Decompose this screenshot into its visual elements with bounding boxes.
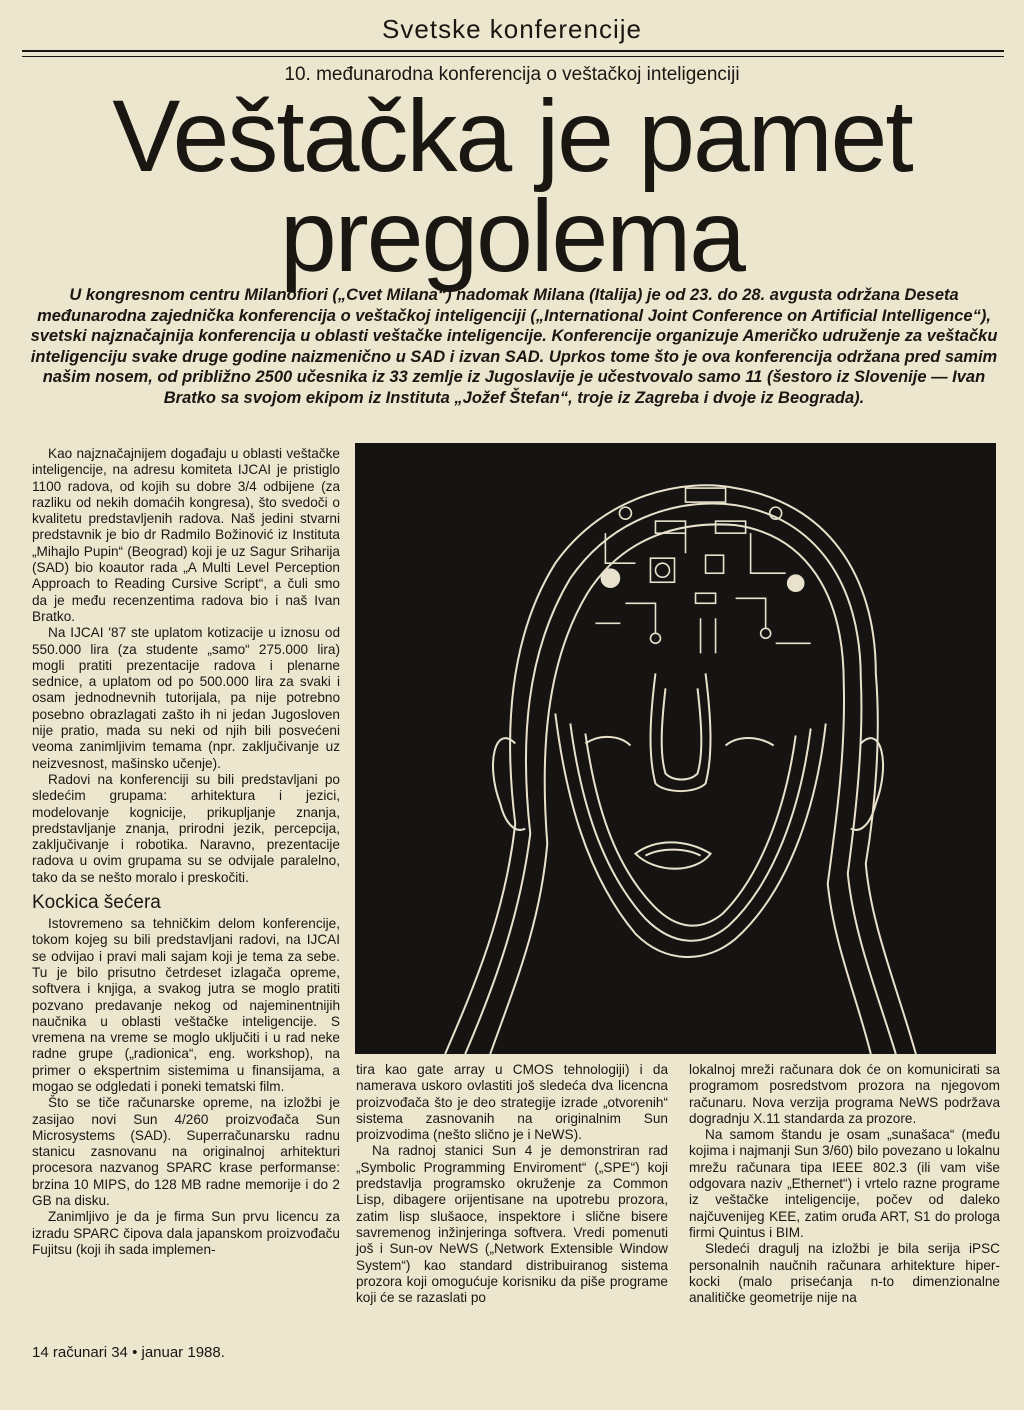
head-contours	[445, 485, 916, 1054]
headline-line-1: Veštačka je pamet	[112, 79, 912, 193]
header-rule-bottom	[22, 56, 1004, 57]
paragraph: Kao najznačajnijem događaju u oblasti veštačke inteligencije, na adresu komiteta IJCAI je pristiglo 1100 radova, od kojih su dobre 3/4 odbijene (za razliku od nekih domaćih kongresa), što svedoči o kvalitetu predstavljenih radova. Naš jedini stvarni predstavnik je bio dr Radmilo Božinović iz Instituta „Mihajlo Pupin“ (Beograd) koji je uz Sagur Sriharija (SAD) bio koautor rada „A Multi Level Perception Approach to Reading Cursive Script“, a čuli smo da je među recenzentima radova bio i naš Ivan Bratko.	[32, 446, 340, 624]
subheading: Kockica šećera	[32, 892, 161, 914]
column-3	[689, 1062, 1000, 1306]
column-1	[32, 446, 340, 1258]
paragraph: Radovi na konferenciji su bili predstavljani po sledećim grupama: arhitektura i jezici, modelovanje kognicije, prikupljanje znanja, predstavljanje znanja, prirodni jezik, percepcija, zaključivanje i robotika. Naravno, prezentacije radova u ovim grupama su se odvijale paralelno, tako da se nešto moralo i preskočiti.	[32, 771, 340, 885]
headline	[0, 79, 1024, 293]
paragraph: Na IJCAI '87 ste uplatom kotizacije u iznosu od 550.000 lira (za studente „samo“ 275.000 lira) mogli pratiti prezentacije radova i plenarne sednice, a uplatom od po 500.000 lira za svaki i osam jednodnevnih tutorijala, pa nije potrebno posebno obrazlagati zašto ih ni jedan Jugosloven nije pratio, mada su neki od njih bili posvećeni veoma zanimljivim temama (npr. zaključivanje uz neizvesnost, mašinsko učenje).	[32, 625, 340, 771]
column-2	[356, 1062, 668, 1306]
paragraph: Na radnoj stanici Sun 4 je demonstriran rad „Symbolic Programming Enviroment“ („SPE“) koji predstavlja programsko okruženje za Common Lisp, dibagere orijentisane na upotrebu prozora, zatim lisp slušaoce, inspektore i slične bisere savremenog inžinjeringa softvera. Vredi pomenuti još i Sun-ov NeWS („Network Extensible Window System“) kao standard distribuiranog sistema prozora koji omogućuje korisniku da piše programe koji će se razaslati po	[356, 1143, 668, 1306]
paragraph: Što se tiče računarske opreme, na izložbi je zasijao novi Sun 4/260 proizvođača Sun Microsystems (SAD). Superračunarsku radnu stanicu zasnovanu na originalnoj arhitekturi procesora nazvanog SPARC krase performanse: brzina 10 MIPS, do 128 MB radne memorije i do 2 GB na disku.	[32, 1095, 340, 1209]
section-title: Svetske konferencije	[382, 14, 642, 44]
paragraph: lokalnoj mreži računara dok će on komunicirati sa programom posredstvom prozora na njegovom računaru. Nova verzija programa NeWS podržava dogradnju X.11 standarda za prozore.	[689, 1062, 1000, 1126]
headline-line-2: pregolema	[280, 179, 744, 293]
paragraph: Sledeći dragulj na izložbi je bila serija iPSC personalnih naučnih računara arhitekture hiper-kocki (malo prisećanja n-to dimenzionalne analitičke geometrije nije na	[689, 1241, 1000, 1306]
paragraph: Na samom štandu je osam „sunašaca“ (među kojima i najmanji Sun 3/60) bilo povezano u lokalnu mrežu računara tipa IEEE 802.3 (ili vam više odgovara naziv „Ethernet“) i vrtelo razne programe iz veštačke inteligencije, počev od daleko najčuvenijeg KEE, zatim oruđa ART, S1 do prologa firmi Quintus i BIM.	[689, 1127, 1000, 1240]
kicker: 10. međunarodna konferencija o veštačkoj inteligenciji	[284, 64, 740, 85]
paragraph: Istovremeno sa tehničkim delom konferencije, tokom kojeg su bili predstavljani radovi, na IJCAI se odvijao i pravi mali sajam koji je tema za sebe. Tu je bilo prisutno četrdeset izlagača opreme, softvera i knjiga, a svakog jutra se moglo pratiti pozvano predavanje nekog od najeminentnijih naučnika u oblasti veštačke inteligencije. S vremena na vreme se moglo uključiti i u rad neke radne grupe („radionica“, eng. workshop), na primer o ekspertnim sistemima u finansijama, a mogao se odgledati i poneki tematski film.	[32, 916, 340, 1094]
paragraph: Zanimljivo je da je firma Sun prvu licencu za izradu SPARC čipova dala japanskom proizvođaču Fujitsu (koji ih sada implemen-	[32, 1209, 340, 1257]
paragraph: tira kao gate array u CMOS tehnologiji) i da namerava uskoro ovlastiti još sledeća dva licencna proizvođača što je deo strategije izrade „otvorenih“ sistema zasnovanih na originalnim Sun proizvodima (nešto slično je i NeWS).	[356, 1062, 668, 1143]
illustration-circuit-head	[355, 443, 996, 1054]
header-rule-top	[22, 50, 1004, 52]
lead-paragraph: U kongresnom centru Milanofiori („Cvet Milana“) nadomak Milana (Italija) je od 23. do 28. avgusta održana Deseta međunarodna zajednička konferencija o veštačkoj inteligenciji („International Joint Conference on Artificial Intelligence“), svetski najznačajnija konferencija u oblasti veštačke inteligencije. Konferencije organizuje Američko udruženje za veštačku inteligenciju svake druge godine naizmenično u SAD i izvan SAD. Uprkos tome što je ova konferencija održana pred samim našim nosem, od približno 2500 učesnika iz 33 zemlje iz Jugoslavije je učestvovalo samo 11 (šestoro iz Slovenije — Ivan Bratko sa svojom ekipom iz Instituta „Jožef Štefan“, troje iz Zagreba i dvoje iz Beograda).	[30, 286, 998, 407]
circuit-board-pattern	[595, 488, 810, 653]
page-footer: 14 računari 34 • januar 1988.	[32, 1344, 225, 1361]
